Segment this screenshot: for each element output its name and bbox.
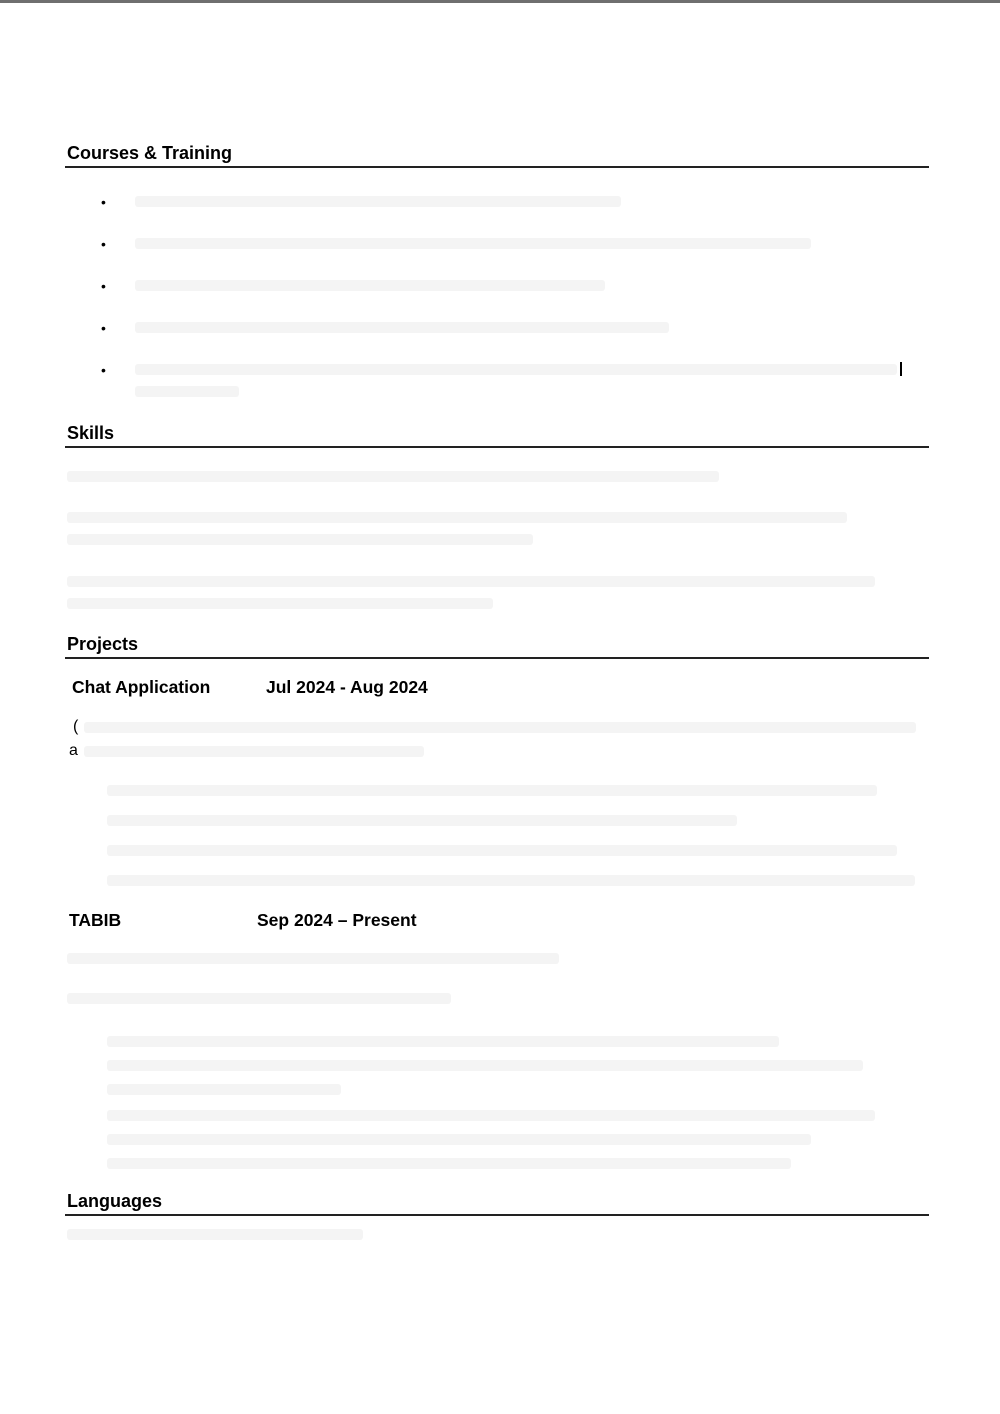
bullet: • xyxy=(101,194,106,210)
project-title: TABIB xyxy=(69,910,122,930)
faded-text xyxy=(67,471,719,482)
faded-text xyxy=(67,953,559,964)
projects-heading: Projects xyxy=(67,634,139,654)
languages-heading: Languages xyxy=(67,1191,163,1211)
bullet: • xyxy=(101,362,106,378)
faded-text xyxy=(135,280,605,291)
text-fragment: ( xyxy=(73,718,79,735)
courses-divider xyxy=(65,166,929,168)
project-title: Chat Application xyxy=(72,677,211,697)
bullet: • xyxy=(101,236,106,252)
faded-text xyxy=(135,238,811,249)
faded-text xyxy=(67,993,451,1004)
faded-text xyxy=(107,1036,779,1047)
faded-text xyxy=(84,722,916,733)
skills-divider xyxy=(65,446,929,448)
faded-text xyxy=(107,815,737,826)
faded-text xyxy=(107,1110,875,1121)
faded-text xyxy=(135,386,239,397)
faded-text xyxy=(107,1084,341,1095)
languages-divider xyxy=(65,1214,929,1216)
bullet: • xyxy=(101,320,106,336)
faded-text xyxy=(135,322,669,333)
faded-text xyxy=(107,845,897,856)
faded-text xyxy=(67,1229,363,1240)
page-top-border xyxy=(0,0,1000,3)
text-fragment: a xyxy=(69,742,78,759)
faded-text xyxy=(67,576,875,587)
courses-heading: Courses & Training xyxy=(67,143,233,163)
faded-text xyxy=(107,785,877,796)
faded-text xyxy=(107,1158,791,1169)
faded-text xyxy=(107,1134,811,1145)
project-dates: Sep 2024 – Present xyxy=(257,910,417,930)
faded-text xyxy=(67,598,493,609)
faded-text xyxy=(135,196,621,207)
faded-text xyxy=(67,534,533,545)
bullet: • xyxy=(101,278,106,294)
faded-text xyxy=(135,364,897,375)
faded-text xyxy=(84,746,424,757)
skills-heading: Skills xyxy=(67,423,115,443)
faded-text xyxy=(107,875,915,886)
text-cursor xyxy=(900,362,902,376)
faded-text xyxy=(67,512,847,523)
project-dates: Jul 2024 - Aug 2024 xyxy=(266,677,428,697)
faded-text xyxy=(107,1060,863,1071)
projects-divider xyxy=(65,657,929,659)
